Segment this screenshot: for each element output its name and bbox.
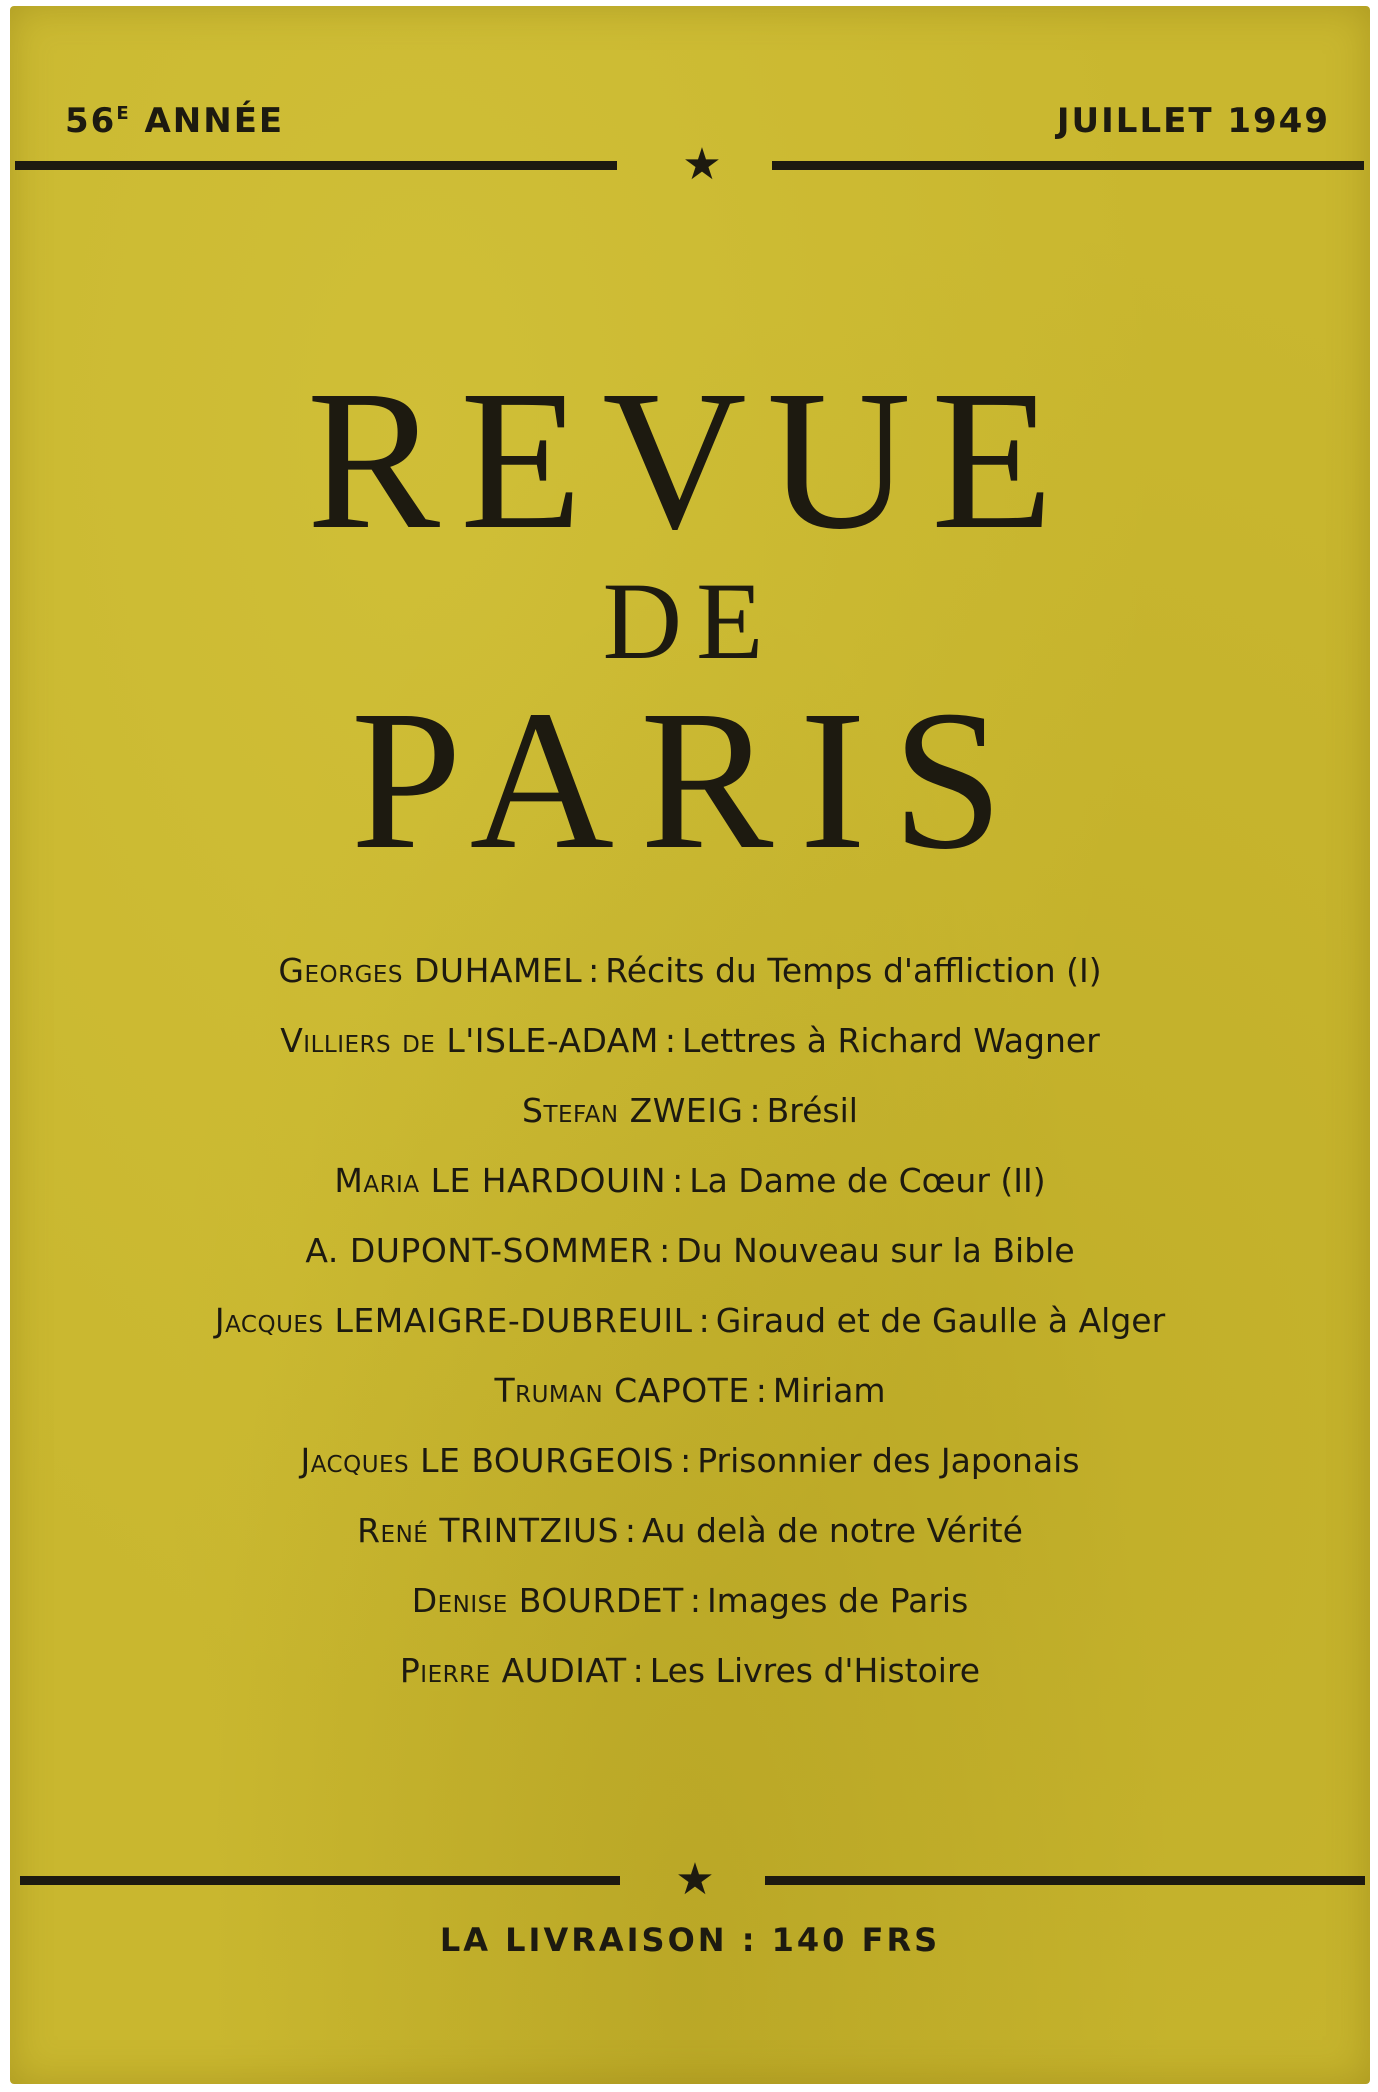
author: Maria LE HARDOUIN bbox=[334, 1161, 667, 1200]
author: Pierre AUDIAT bbox=[399, 1651, 627, 1690]
contents-item bbox=[10, 1296, 1370, 1366]
separator: : bbox=[689, 1581, 701, 1620]
magazine-cover bbox=[10, 6, 1370, 2084]
top-rule-left bbox=[15, 161, 617, 170]
separator: : bbox=[755, 1371, 767, 1410]
article-title: Brésil bbox=[766, 1091, 858, 1130]
article-title: Giraud et de Gaulle à Alger bbox=[715, 1301, 1166, 1340]
article-title: La Dame de Cœur (II) bbox=[689, 1161, 1046, 1200]
separator: : bbox=[672, 1161, 684, 1200]
bottom-rule-left bbox=[20, 1876, 620, 1885]
contents-item bbox=[10, 1156, 1370, 1226]
bottom-star-icon: ★ bbox=[675, 1854, 715, 1905]
contents-item bbox=[10, 1576, 1370, 1646]
contents-item bbox=[10, 1226, 1370, 1296]
article-title: Prisonnier des Japonais bbox=[697, 1441, 1080, 1480]
masthead-de: DE bbox=[602, 560, 778, 682]
masthead-revue: REVUE bbox=[306, 350, 1074, 571]
author: Denise BOURDET bbox=[411, 1581, 684, 1620]
author: Jacques LE BOURGEOIS bbox=[300, 1441, 675, 1480]
article-title: Miriam bbox=[772, 1371, 886, 1410]
article-title: Au delà de notre Vérité bbox=[642, 1511, 1023, 1550]
year-suffix: E bbox=[116, 103, 131, 124]
author: René TRINTZIUS bbox=[357, 1511, 619, 1550]
article-title: Récits du Temps d'affliction (I) bbox=[605, 951, 1102, 990]
separator: : bbox=[659, 1231, 671, 1270]
article-title: Lettres à Richard Wagner bbox=[681, 1021, 1100, 1060]
separator: : bbox=[632, 1651, 644, 1690]
author: A. DUPONT-SOMMER bbox=[305, 1231, 654, 1270]
contents-item bbox=[10, 1366, 1370, 1436]
contents-item bbox=[10, 1086, 1370, 1156]
contents-item bbox=[10, 1436, 1370, 1506]
separator: : bbox=[664, 1021, 676, 1060]
issue-date: JUILLET 1949 bbox=[1056, 101, 1330, 141]
masthead-paris: PARIS bbox=[350, 670, 1030, 891]
article-title: Images de Paris bbox=[706, 1581, 969, 1620]
bottom-rule-right bbox=[765, 1876, 1365, 1885]
author: Villiers de L'ISLE-ADAM bbox=[280, 1021, 659, 1060]
contents-item bbox=[10, 946, 1370, 1016]
contents-item bbox=[10, 1506, 1370, 1576]
year-number: 56 bbox=[65, 101, 117, 141]
separator: : bbox=[698, 1301, 710, 1340]
article-title: Du Nouveau sur la Bible bbox=[676, 1231, 1075, 1270]
author: Jacques LEMAIGRE-DUBREUIL bbox=[214, 1301, 693, 1340]
issue-price: LA LIVRAISON : 140 FRS bbox=[439, 1921, 941, 1959]
separator: : bbox=[749, 1091, 761, 1130]
separator: : bbox=[588, 951, 600, 990]
article-title: Les Livres d'Histoire bbox=[649, 1651, 981, 1690]
top-star-icon: ★ bbox=[682, 139, 722, 190]
author: Georges DUHAMEL bbox=[278, 951, 583, 990]
author: Stefan ZWEIG bbox=[522, 1091, 744, 1130]
table-of-contents bbox=[10, 946, 1370, 1716]
contents-item bbox=[10, 1016, 1370, 1086]
separator: : bbox=[624, 1511, 637, 1550]
top-rule-right bbox=[772, 161, 1364, 170]
issue-year bbox=[65, 101, 284, 141]
year-word: ANNÉE bbox=[144, 101, 285, 141]
author: Truman CAPOTE bbox=[494, 1371, 750, 1410]
contents-item bbox=[10, 1646, 1370, 1716]
separator: : bbox=[680, 1441, 692, 1480]
